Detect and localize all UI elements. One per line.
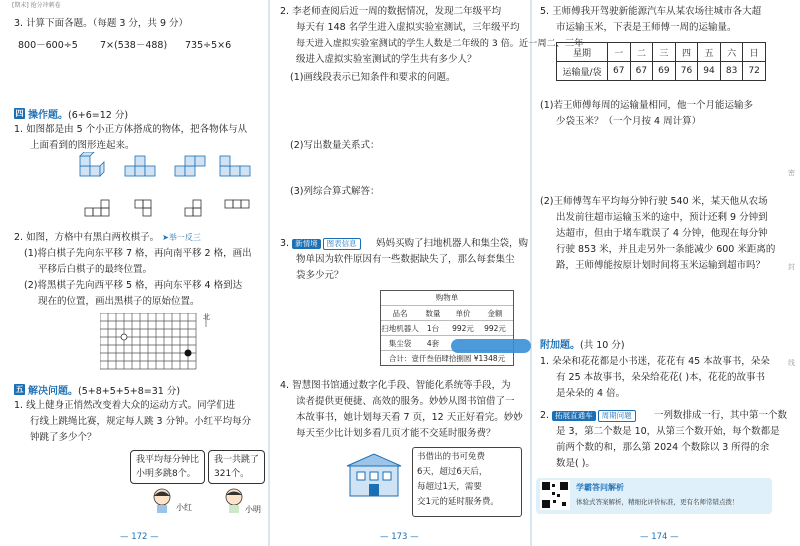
girl-avatar-icon [150,487,174,513]
question-text: 是 3，第二个数是 10，从第三个数开始，每个数都是 [556,426,780,437]
question-text: 妈妈买购了扫地机器人和集尘袋，购 [376,238,529,249]
table-header-row [557,43,766,62]
question-text: 行线上跳绳比赛，规定每人跳 3 分钟。小红平均每分 [30,416,252,427]
section-score: (5+8+5+5+8=31 分) [78,385,181,397]
cube-object [175,156,205,176]
calc-item: 735÷5×6 [185,40,232,51]
receipt-cell: 992元 [452,323,474,333]
notice-text: 交1元的延时服务费。 [417,497,499,507]
table-cell: 运输量/袋 [557,62,608,81]
table-cell: 76 [675,62,698,81]
section-5-header [14,382,180,397]
sub-question: 达超市，但由于堵车耽误了 4 分钟，他现在每分钟 [556,228,768,239]
page-number: — 174 — [640,532,679,542]
section-number-icon: 五 [15,385,24,394]
speech-bubble [130,450,205,484]
receipt-cell: 数量 [425,308,441,318]
receipt-row [381,335,513,350]
table-cell: 一 [608,43,631,62]
question-text: 数是( )。 [556,458,595,469]
column-divider [530,0,532,546]
sub-question: (1)画线段表示已知条件和要求的问题。 [290,72,456,83]
margin-mark: 密 [788,169,795,177]
transport-table [556,42,766,81]
bonus-header [540,336,625,351]
question-text: 2. 李老师查阅后近一周的数据情况，发现二年级平均 [280,6,502,17]
sub-question: 路，王师傅能按原计划时间将玉米运输到超市吗？ [556,260,766,271]
kid-name: 小明 [245,505,261,514]
library-building-icon [345,452,405,502]
question-text: 级进入虚拟实验室测试的学生共有多少人？ [296,54,477,65]
table-cell: 69 [653,62,676,81]
page-number: — 173 — [380,532,419,542]
section-title: 附加题。 [540,340,580,351]
table-row [557,62,766,81]
receipt-cell: 4套 [426,338,440,348]
sub-question: (2)王师傅驾车平均每分钟行驶 540 米，某天他从农场 [540,196,768,207]
question-text: 平移后白棋子的最终位置。 [38,264,153,275]
calc-item: 7×(538－488) [100,40,168,51]
section-4-header [14,106,128,121]
tag-cycle-problem: 周期问题 [598,410,636,422]
receipt-cell: 扫地机器人 [381,323,419,333]
north-label: 北 [203,313,210,321]
table-cell: 94 [698,62,721,81]
bubble-text: 我平均每分钟比 [136,455,200,465]
receipt-cell: 992元 [484,323,506,333]
qr-title: 学霸答问解析 [576,483,624,492]
question-text: 现在的位置，画出黑棋子的原始位置。 [38,296,200,307]
qr-banner[interactable] [536,478,772,514]
receipt-cell: 单价 [455,308,471,318]
cube-object [125,156,155,176]
question-text: (2)将黑棋子先向西平移 5 格，再向东平移 4 格到达 [24,280,243,291]
cube-object [80,152,104,176]
shopping-receipt [380,290,514,366]
question-text: 是朵朵的 4 倍。 [556,388,626,399]
black-chess-piece [185,350,192,357]
table-cell: 五 [698,43,721,62]
question-number: 2. [540,410,550,421]
top-view-shape [185,200,201,216]
page-number: — 172 — [120,532,159,542]
question-text: 5. 王师傅我开驾驶新能源汽车从某农场往城市各大超 [540,6,762,17]
section-title: 解决问题。 [28,386,78,397]
margin-mark: 线 [788,359,795,367]
question-text: 物单因为软件原因有一些数据缺失了，那么每套集尘 [296,254,515,265]
margin-mark: 封 [788,263,795,271]
kid-name: 小红 [176,503,192,512]
receipt-title: 购物单 [435,293,459,302]
chess-grid[interactable] [100,313,215,373]
question-text: 每天至少比计划多看几页才能不交延时服务费？ [296,428,496,439]
bubble-text: 小明多跳8个。 [136,469,196,479]
receipt-cell: 金额 [487,308,503,318]
notice-text: 6天，超过6天后， [417,467,488,477]
sub-question: (2)写出数量关系式： [290,140,380,151]
calc-item: 800－600÷5 [18,40,78,51]
white-chess-piece [121,334,127,340]
question-text: 袋多少元？ [296,270,344,281]
section-number-icon: 四 [15,109,24,118]
table-cell: 72 [743,62,766,81]
ink-smudge [451,339,531,353]
section-score: (共 10 分) [580,339,625,351]
sub-question: 行驶 853 米，并且走另外一条能减少 600 米距离的 [556,244,776,255]
question-text: 钟跳了多少个？ [30,432,97,443]
sub-question: (3)列综合算式解答： [290,186,380,197]
question-text: 1. 如图都是由 5 个小正方体搭成的物体，把各物体与从 [14,124,248,135]
question-text: 读者提供更便捷、高效的服务。妙妙从图书馆借了一 [296,396,515,407]
tag-new-context: 新情境 [292,239,321,249]
question-text: 上面看到的图形连起来。 [30,140,135,151]
hint-badge: ➤举一反三 [162,233,201,242]
boy-avatar-icon [222,487,246,513]
table-cell: 四 [675,43,698,62]
speech-bubble [208,450,265,484]
notice-board [412,447,522,517]
cube-object [220,156,250,176]
table-cell: 67 [608,62,631,81]
question-text: 每天有 148 名学生进入虚拟实验室测试，三年级平均 [296,22,520,33]
question-text: 本故事书，她计划每天看 7 页，12 天正好看完。妙妙 [296,412,523,423]
receipt-header-row [381,305,513,320]
table-cell: 67 [630,62,653,81]
question-text: (1)将白棋子先向东平移 7 格，再向南平移 2 格，画出 [24,248,252,259]
table-cell: 83 [720,62,743,81]
sub-question: (1)若王师傅每周的运输量相同，他一个月能运输多 [540,100,753,111]
table-cell: 二 [630,43,653,62]
notice-text: 每超过1天，需要 [417,482,482,492]
receipt-row [381,320,513,335]
cube-figures [65,152,260,227]
top-view-shape [225,200,249,208]
question-text: 4. 智慧图书馆通过数字化手段、智能化系统等手段，为 [280,380,511,391]
tag-extension: 拓展直通车 [552,411,596,421]
top-view-shape [135,200,151,216]
table-cell: 星期 [557,43,608,62]
receipt-cell: 1台 [426,323,440,333]
question-text: 1. 线上健身正悄然改变着大众的运动方式。同学们进 [14,400,236,411]
section-title: 操作题。 [28,110,68,121]
table-cell: 日 [743,43,766,62]
question-3-number: 3. [280,238,290,249]
header-note: [期末] 抢分冲刺卷 [12,2,61,9]
receipt-cell: 集尘袋 [388,338,412,348]
notice-text: 书借出的书可免费 [417,452,486,462]
question-text: 一列数排成一行，其中第一个数 [654,410,788,421]
question-2-text: 2. 如图，方格中有黑白两枚棋子。 [14,232,160,243]
question-text: 每天进入虚拟实验室测试的学生人数是二年级的 3 倍。近一周二、三年 [296,38,584,49]
question-text [14,230,201,246]
question-text: 市运输玉米，下表是王师傅一周的运输量。 [556,22,737,33]
receipt-cell: 品名 [392,308,408,318]
sub-question: 出发前往超市运输玉米的途中，预计还剩 9 分钟到 [556,212,768,223]
section-score: (6+6=12 分) [68,109,129,121]
bubble-text: 我一共跳了 [214,455,260,465]
top-view-shape [85,200,109,216]
sub-question: 少袋玉米？（一个月按 4 周计算） [556,116,702,127]
tag-chart-info: 图表信息 [323,238,361,250]
receipt-total: 合计：壹仟叁佰肆拾捌圆 ¥1348元 [381,350,513,365]
bubble-text: 321个。 [214,469,250,479]
question-text: 前两个数的和，那么第 2024 个数除以 3 所得的余 [556,442,770,453]
qr-code-icon [540,480,570,510]
table-cell: 三 [653,43,676,62]
question-text: 1. 朵朵和花花都是小书迷，花花有 45 本故事书，朵朵 [540,356,770,367]
question-3-title: 3. 计算下面各题。（每题 3 分，共 9 分） [14,18,189,29]
qr-desc: 体验式答案解析，精细化评价标准，更有名师常错点拨！ [576,498,739,506]
column-divider [268,0,270,546]
table-cell: 六 [720,43,743,62]
question-text: 有 25 本故事书，朵朵给花花( )本，花花的故事书 [556,372,766,383]
